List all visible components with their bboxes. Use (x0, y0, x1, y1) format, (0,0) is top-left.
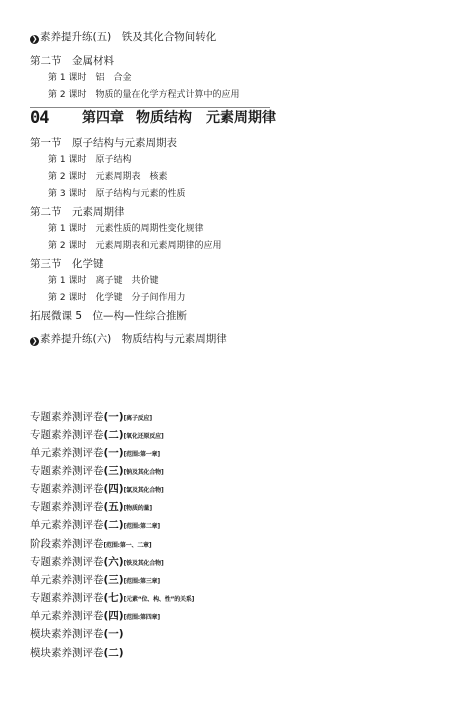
chapter-title (82, 111, 288, 125)
extension-lesson: 拓展微课 5 位—构—性综合推断 (30, 310, 188, 322)
test-item: 专题素养测评卷(五)[物质的量] (30, 501, 152, 513)
chapter-rule (30, 107, 270, 108)
test-item: 单元素养测评卷(四)[范围:第四章] (30, 610, 160, 622)
sec1-lesson3: 第 3 课时 原子结构与元素的性质 (48, 189, 186, 199)
chapter-label: 第四章 (82, 110, 124, 126)
sec3-lesson2: 第 2 课时 化学键 分子间作用力 (48, 293, 186, 303)
sec2-lesson1: 第 1 课时 元素性质的周期性变化规律 (48, 224, 204, 234)
test-item: 专题素养测评卷(六)[铁及其化合物] (30, 556, 164, 568)
sec2-metal-lesson2: 第 2 课时 物质的量在化学方程式计算中的应用 (48, 90, 240, 100)
sec2-lesson2: 第 2 课时 元素周期表和元素周期律的应用 (48, 241, 222, 251)
test-item: 阶段素养测评卷[范围:第一、二章] (30, 538, 152, 550)
test-item: 专题素养测评卷(七)[元素“位、构、性”的关系] (30, 592, 195, 604)
section-6-label: 素养提升练(六) (40, 333, 112, 345)
test-item: 模块素养测评卷(一) (30, 628, 124, 640)
sec1-lesson1: 第 1 课时 原子结构 (48, 155, 132, 165)
sec2-metal-heading: 第二节 金属材料 (30, 55, 114, 67)
test-item: 专题素养测评卷(四)[氯及其化合物] (30, 483, 164, 495)
test-item: 模块素养测评卷(二) (30, 647, 124, 659)
section-5-label: 素养提升练(五) (40, 31, 112, 43)
section-5-entry (30, 32, 216, 44)
section-6-entry (30, 334, 227, 346)
chevron-right-icon: ❯ (31, 35, 38, 43)
sec3-heading: 第三节 化学键 (30, 258, 104, 270)
sec2-metal-lesson1: 第 1 课时 铝 合金 (48, 73, 132, 83)
sec1-lesson2: 第 2 课时 元素周期表 核素 (48, 172, 168, 182)
test-item: 单元素养测评卷(三)[范围:第三章] (30, 574, 160, 586)
test-item: 专题素养测评卷(二)[氧化还原反应] (30, 429, 164, 441)
section-5-title: 铁及其化合物间转化 (121, 31, 217, 43)
test-item: 单元素养测评卷(一)[范围:第一章] (30, 447, 160, 459)
chevron-right-icon: ❯ (31, 337, 38, 345)
test-item: 专题素养测评卷(一)[离子反应] (30, 411, 152, 423)
sec1-heading: 第一节 原子结构与元素周期表 (30, 137, 177, 149)
chapter-name: 物质结构 元素周期律 (136, 110, 276, 126)
test-item: 专题素养测评卷(三)[钠及其化合物] (30, 465, 164, 477)
test-item: 单元素养测评卷(二)[范围:第二章] (30, 519, 160, 531)
chapter-number: 04 (30, 108, 49, 128)
section-6-title: 物质结构与元素周期律 (121, 333, 227, 345)
sec2-heading: 第二节 元素周期律 (30, 206, 125, 218)
sec3-lesson1: 第 1 课时 离子键 共价键 (48, 276, 159, 286)
